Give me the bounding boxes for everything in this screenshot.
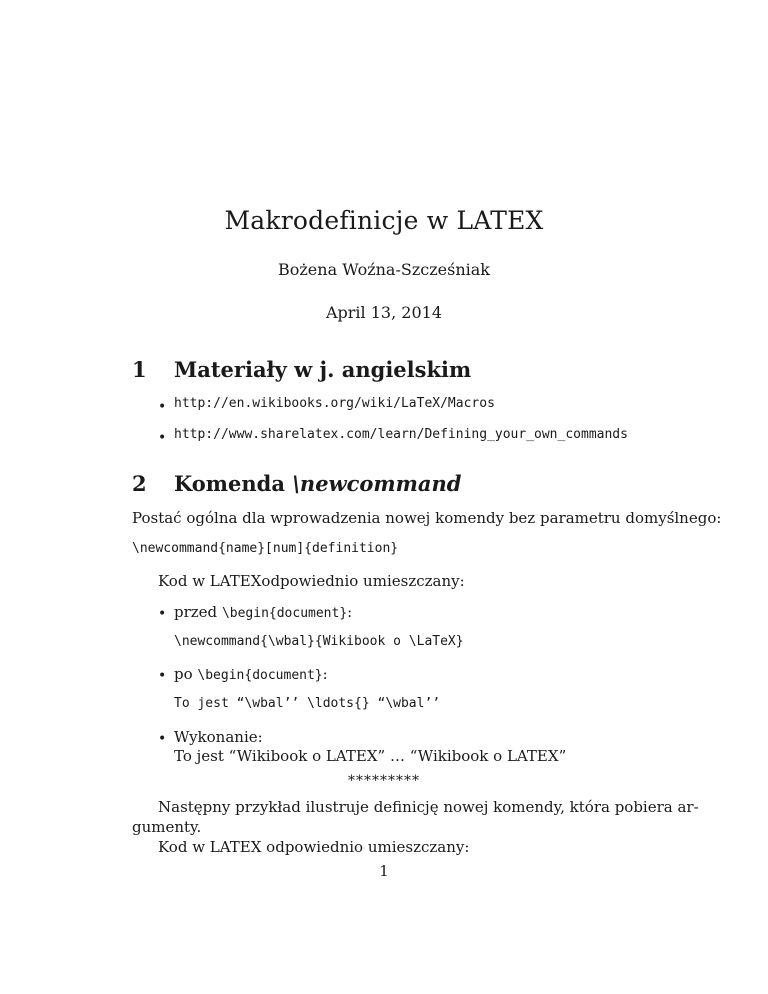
item-1-label: przed — [174, 603, 222, 621]
document-title — [0, 206, 768, 235]
bullet-dot: • — [158, 668, 167, 684]
document-date — [0, 303, 768, 322]
final-line-text: Kod w LATEX odpowiednio umieszczany: — [158, 838, 470, 856]
link-2[interactable] — [174, 427, 628, 442]
page-number — [0, 862, 768, 880]
document-title-text: Makrodefinicje w LATEX — [224, 206, 544, 235]
bullet-item-2 — [158, 665, 166, 684]
item-2-block — [174, 696, 440, 711]
separator-text: ********* — [348, 773, 420, 789]
link-1[interactable] — [174, 396, 495, 411]
bullet-dot: • — [158, 399, 167, 415]
item-2-block-text: To jest “\wbal’’ \ldots{} “\wbal’’ — [174, 696, 441, 711]
bullet-dot: • — [158, 430, 167, 446]
final-line — [158, 838, 469, 856]
document-author — [0, 260, 768, 279]
item-2-suffix: : — [322, 665, 328, 683]
item-2-label: po — [174, 665, 198, 683]
item-3-result — [174, 747, 566, 765]
next-paragraph-line-1-text: Następny przykład ilustruje definicję nowej komendy, która pobiera ar- — [158, 798, 699, 816]
item-1-line — [174, 603, 352, 621]
code-intro — [158, 572, 465, 590]
section-1-number: 1 — [132, 357, 147, 382]
bullet-dot: • — [158, 606, 167, 622]
section-2-title-prefix: Komenda — [174, 471, 293, 496]
bullet-item-3 — [158, 728, 166, 747]
section-2-title — [174, 471, 461, 496]
item-1-code: \begin{document} — [221, 606, 348, 621]
item-3-line — [174, 728, 263, 746]
code-intro-text: Kod w LATEXodpowiednio umieszczany: — [158, 572, 465, 590]
section-1-heading — [132, 357, 147, 382]
item-1-block-text: \newcommand{\wbal}{Wikibook o \LaTeX} — [174, 634, 464, 649]
section-1-title-text: Materiały w j. angielskim — [174, 357, 472, 382]
item-3-label: Wykonanie: — [174, 728, 263, 746]
separator — [0, 773, 768, 789]
item-3-result-text: To jest “Wikibook o LATEX” … “Wikibook o LATEX” — [174, 747, 567, 765]
next-paragraph-line-1 — [158, 798, 699, 816]
bullet-link-1 — [158, 396, 166, 415]
section-1-title — [174, 357, 471, 382]
bullet-link-2 — [158, 427, 166, 446]
section-2-heading — [132, 471, 147, 496]
section-2-intro — [132, 509, 721, 527]
generic-code-line — [132, 541, 398, 556]
section-2-intro-text: Postać ogólna dla wprowadzenia nowej komendy bez parametru domyślnego: — [132, 509, 722, 527]
link-2-text[interactable]: http://www.sharelatex.com/learn/Defining_your_own_commands — [174, 427, 628, 442]
section-2-number: 2 — [132, 471, 147, 496]
generic-code-text: \newcommand{name}[num]{definition} — [132, 541, 399, 556]
bullet-item-1 — [158, 603, 166, 622]
link-1-text[interactable]: http://en.wikibooks.org/wiki/LaTeX/Macros — [174, 396, 495, 411]
page-number-text: 1 — [379, 862, 389, 880]
next-paragraph-line-2-text: gumenty. — [132, 818, 202, 836]
item-2-line — [174, 665, 328, 683]
next-paragraph-line-2 — [132, 818, 201, 836]
item-1-block — [174, 634, 464, 649]
bullet-dot: • — [158, 731, 167, 747]
author-text: Bożena Woźna-Szcześniak — [277, 260, 490, 279]
section-2-title-emph: \newcommand — [292, 471, 462, 496]
date-text: April 13, 2014 — [325, 303, 442, 322]
item-2-code: \begin{document} — [197, 668, 323, 683]
item-1-suffix: : — [347, 603, 353, 621]
